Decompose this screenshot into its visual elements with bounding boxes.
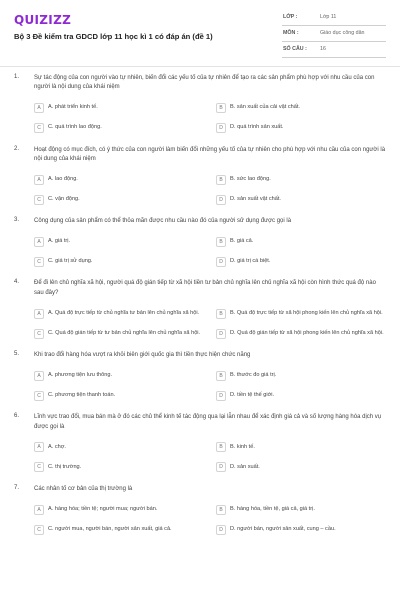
answer-option-a[interactable]	[34, 441, 208, 454]
option-letter-box: D	[216, 257, 226, 267]
option-letter-box: D	[216, 391, 226, 401]
question-number: 7.	[14, 484, 20, 491]
answer-options	[34, 173, 386, 206]
option-letter-box: C	[34, 391, 44, 401]
option-text: A. hàng hóa; tiền tệ; người mua; người bán.	[48, 505, 158, 512]
answer-option-a[interactable]	[34, 173, 208, 186]
option-letter-box: A	[34, 237, 44, 247]
answer-option-d[interactable]	[216, 523, 390, 536]
question-4	[14, 279, 386, 340]
answer-option-a[interactable]	[34, 235, 208, 248]
option-text: C. thị trường.	[48, 463, 82, 470]
option-text: D. tiền tệ thế giới.	[230, 391, 275, 398]
option-letter-box: A	[34, 505, 44, 515]
answer-option-a[interactable]	[34, 503, 208, 516]
answer-options	[34, 235, 386, 268]
option-text: A. giá trị.	[48, 238, 71, 245]
answer-options	[34, 441, 386, 474]
answer-option-b[interactable]	[216, 235, 390, 248]
option-text: A. chợ.	[48, 443, 66, 450]
option-letter-box: B	[216, 237, 226, 247]
question-text: Công dụng của sản phẩm có thể thỏa mãn được nhu cầu nào đó của người sử dụng được gọi là	[34, 218, 292, 225]
answer-option-d[interactable]	[216, 255, 390, 268]
option-text: C. phương tiện thanh toán.	[48, 391, 116, 398]
question-text: Hoạt động có mục đích, có ý thức của con người làm biến đổi những yếu tố của tự nhiên cho phù hợp với nhu cầu của con người là nội dung của khái niệm	[34, 146, 386, 162]
question-1	[14, 74, 386, 135]
meta-value: Giáo dục công dân	[320, 30, 365, 36]
option-text: B. Quá độ trực tiếp từ xã hội phong kiến lên chủ nghĩa xã hội.	[230, 309, 383, 316]
document-title: Bộ 3 Đề kiểm tra GDCD lớp 11 học kì 1 có đáp án (đề 1)	[14, 32, 213, 41]
answer-option-b[interactable]	[216, 503, 390, 516]
answer-options	[34, 369, 386, 402]
quizizz-logo: QUIZIZZ	[14, 13, 72, 27]
option-letter-box: A	[34, 371, 44, 381]
header-divider	[0, 66, 400, 67]
option-text: A. lao động.	[48, 175, 78, 182]
option-letter-box: A	[34, 309, 44, 319]
answer-option-a[interactable]	[34, 307, 208, 320]
answer-option-c[interactable]	[34, 193, 208, 206]
option-letter-box: C	[34, 462, 44, 472]
question-7	[14, 485, 386, 536]
question-number: 2.	[14, 145, 20, 152]
question-3	[14, 217, 386, 268]
question-6	[14, 413, 386, 474]
option-text: D. người bán, người sản xuất, cung – cầu.	[230, 525, 336, 532]
option-letter-box: D	[216, 329, 226, 339]
option-text: D. quá trình sản xuất.	[230, 124, 284, 131]
question-text: Khi trao đổi hàng hóa vượt ra khỏi biên giới quốc gia thì tiền thực hiện chức năng	[34, 352, 251, 359]
answer-option-c[interactable]	[34, 461, 208, 474]
option-letter-box: C	[34, 123, 44, 133]
option-text: D. Quá độ gián tiếp từ xã hội phong kiến lên chủ nghĩa xã hội.	[230, 329, 384, 336]
answer-option-b[interactable]	[216, 102, 390, 115]
question-number: 1.	[14, 74, 20, 80]
answer-option-d[interactable]	[216, 389, 390, 402]
answer-option-d[interactable]	[216, 327, 390, 340]
option-letter-box: D	[216, 525, 226, 535]
question-number: 4.	[14, 279, 20, 286]
answer-option-c[interactable]	[34, 255, 208, 268]
option-text: B. kinh tế.	[230, 443, 255, 450]
option-letter-box: C	[34, 257, 44, 267]
answer-options	[34, 102, 386, 135]
document-header	[14, 10, 386, 60]
question-text: Lĩnh vực trao đổi, mua bán mà ở đó các chủ thể kinh tế tác động qua lại lẫn nhau để xác định giá cả và số lượng hàng hóa dịch vụ được gọi là	[34, 414, 382, 430]
option-letter-box: B	[216, 371, 226, 381]
option-letter-box: D	[216, 123, 226, 133]
option-text: C. giá trị sử dụng.	[48, 258, 93, 265]
option-letter-box: C	[34, 525, 44, 535]
meta-row-subject	[282, 26, 386, 42]
meta-row-class	[282, 10, 386, 26]
question-text: Sự tác động của con người vào tự nhiên, biến đổi các yếu tố của tự nhiên để tạo ra các sản phẩm phù hợp với nhu cầu của con người là nội dung của khái niệm	[34, 75, 375, 91]
option-text: A. Quá độ trực tiếp từ chủ nghĩa tư bản lên chủ nghĩa xã hội.	[48, 309, 200, 316]
option-text: A. phát triển kinh tế.	[48, 104, 98, 111]
answer-option-d[interactable]	[216, 193, 390, 206]
meta-table	[282, 10, 386, 58]
question-number: 6.	[14, 413, 20, 420]
answer-option-a[interactable]	[34, 369, 208, 382]
option-letter-box: B	[216, 505, 226, 515]
option-letter-box: C	[34, 195, 44, 205]
option-letter-box: D	[216, 462, 226, 472]
meta-row-question-count	[282, 42, 386, 58]
option-text: B. giá cả.	[230, 238, 254, 245]
answer-option-c[interactable]	[34, 122, 208, 135]
option-letter-box: B	[216, 309, 226, 319]
answer-option-a[interactable]	[34, 102, 208, 115]
answer-option-b[interactable]	[216, 369, 390, 382]
option-letter-box: C	[34, 329, 44, 339]
answer-option-c[interactable]	[34, 389, 208, 402]
question-5	[14, 351, 386, 402]
option-text: D. giá trị cá biệt.	[230, 258, 271, 265]
option-text: D. sản xuất vật chất.	[230, 195, 281, 202]
option-letter-box: A	[34, 175, 44, 185]
question-number: 3.	[14, 217, 20, 224]
question-text: Các nhân tố cơ bản của thị trường là	[34, 485, 133, 492]
option-text: C. quá trình lao động.	[48, 124, 102, 131]
meta-label: SỐ CÂU :	[283, 46, 307, 52]
option-letter-box: A	[34, 103, 44, 113]
answer-option-b[interactable]	[216, 307, 390, 320]
option-text: B. sản xuất của cải vật chất.	[230, 104, 300, 111]
answer-option-d[interactable]	[216, 122, 390, 135]
question-text: Để đi lên chủ nghĩa xã hội, người quá độ gián tiếp từ xã hội tiền tư bản chủ nghĩa lên chủ nghĩa xã hội còn hình thức quá độ nào sau đây?	[34, 280, 376, 296]
answer-option-c[interactable]	[34, 523, 208, 536]
answer-options	[34, 307, 386, 340]
option-letter-box: A	[34, 442, 44, 452]
answer-option-b[interactable]	[216, 173, 390, 186]
option-text: B. sức lao động.	[230, 175, 271, 182]
option-text: D. sản xuất.	[230, 463, 260, 470]
option-text: C. vận động.	[48, 195, 80, 202]
option-text: A. phương tiện lưu thông.	[48, 371, 113, 378]
answer-option-d[interactable]	[216, 461, 390, 474]
meta-label: MÔN :	[283, 30, 299, 36]
answer-options	[34, 503, 386, 536]
option-letter-box: D	[216, 195, 226, 205]
question-number: 5.	[14, 351, 20, 358]
meta-value: 16	[320, 46, 326, 52]
meta-value: Lớp 11	[320, 14, 337, 20]
option-text: C. Quá độ gián tiếp từ tư bản chủ nghĩa lên chủ nghĩa xã hội.	[48, 329, 201, 336]
option-letter-box: B	[216, 442, 226, 452]
option-letter-box: B	[216, 175, 226, 185]
option-text: B. thước đo giá trị.	[230, 371, 277, 378]
question-list	[14, 74, 386, 547]
option-letter-box: B	[216, 103, 226, 113]
answer-option-b[interactable]	[216, 441, 390, 454]
option-text: B. hàng hóa, tiền tệ, giá cả, giá trị.	[230, 505, 315, 512]
option-text: C. người mua, người bán, người sản xuất, giá cả.	[48, 525, 172, 532]
question-2	[14, 146, 386, 207]
answer-option-c[interactable]	[34, 327, 208, 340]
meta-label: LỚP :	[283, 14, 298, 20]
